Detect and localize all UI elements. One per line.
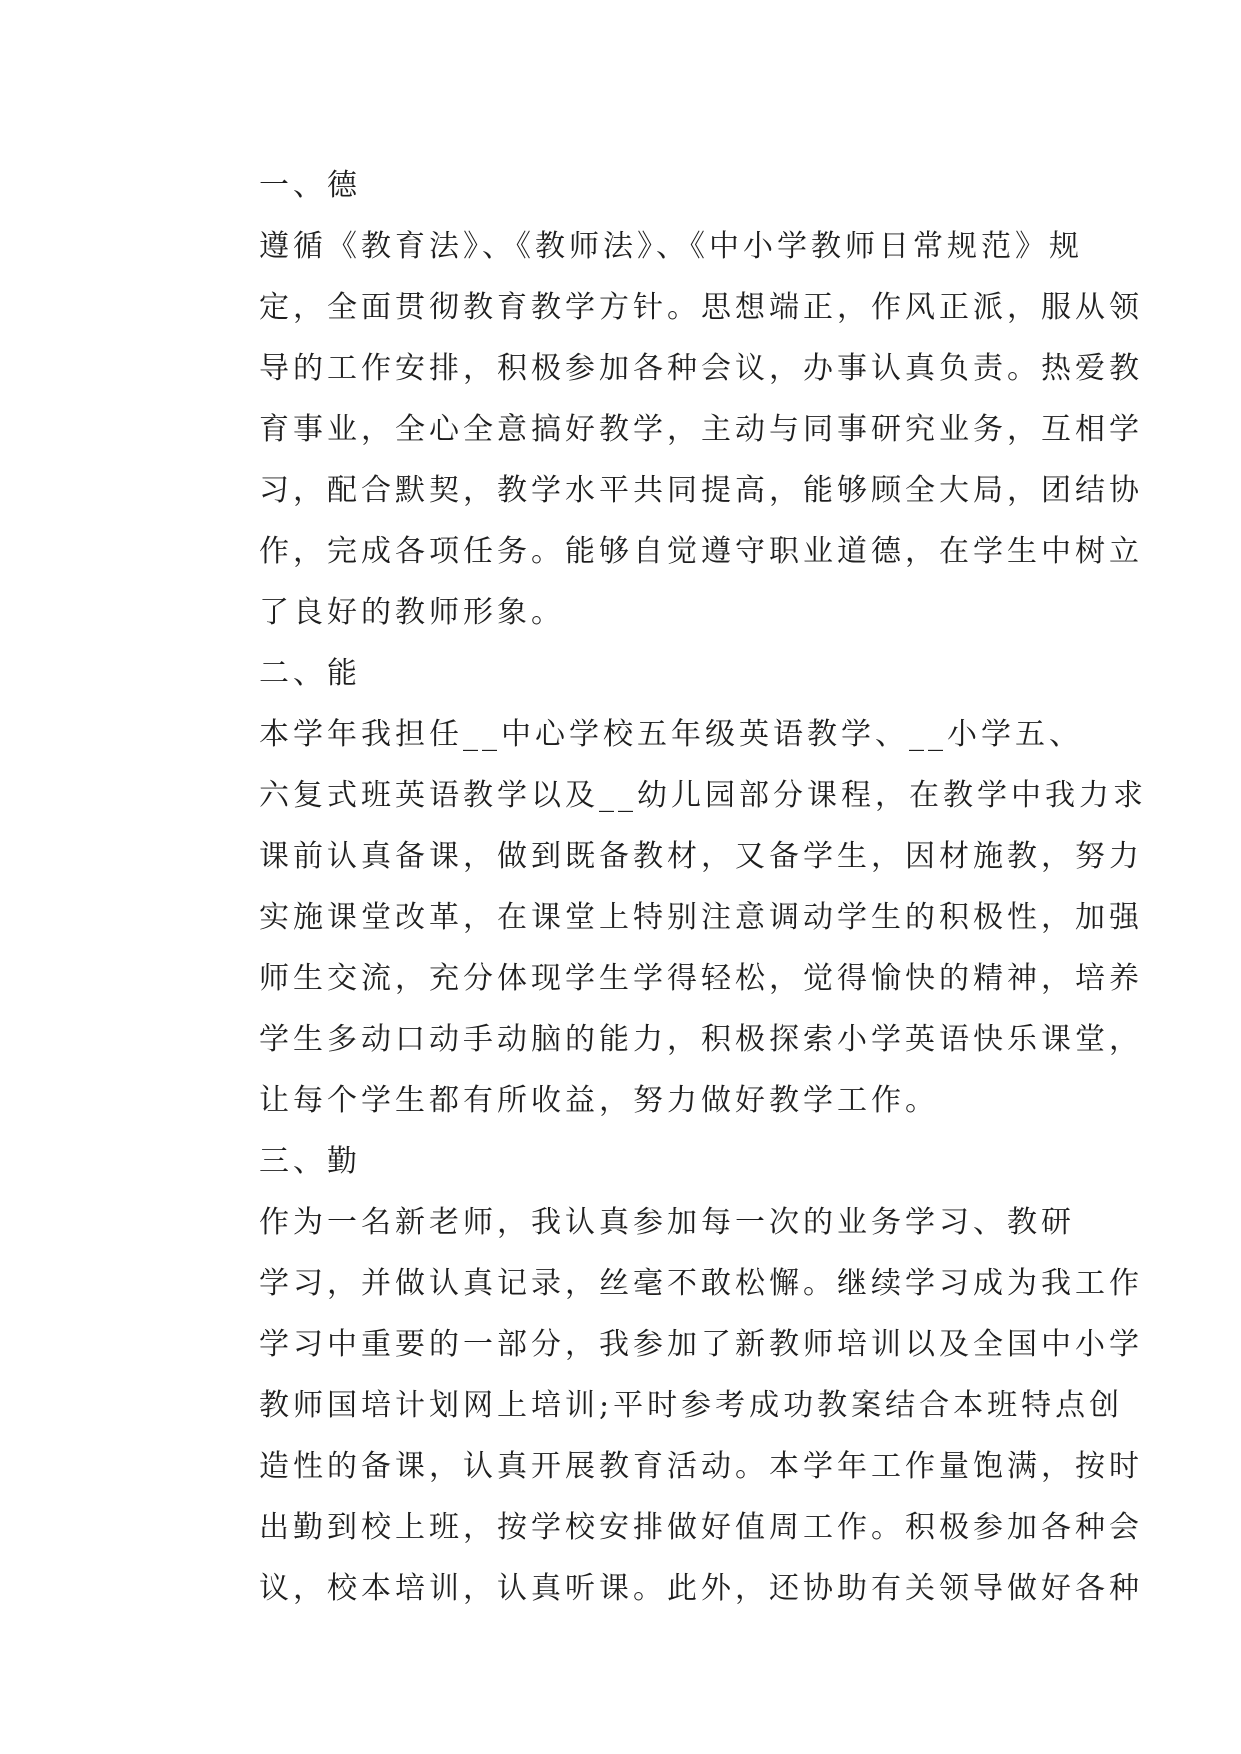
text-line: 课前认真备课，做到既备教材，又备学生，因材施教，努力 bbox=[259, 839, 1143, 874]
section-heading: 二、能 bbox=[259, 656, 361, 691]
text-line: 定，全面贯彻教育教学方针。思想端正，作风正派，服从领 bbox=[259, 290, 1143, 325]
section-de bbox=[191, 155, 1143, 643]
text-line: 让每个学生都有所收益，努力做好教学工作。 bbox=[259, 1083, 939, 1118]
text-line: 造性的备课，认真开展教育活动。本学年工作量饱满，按时 bbox=[259, 1449, 1143, 1484]
text-line: 育事业，全心全意搞好教学，主动与同事研究业务，互相学 bbox=[259, 412, 1143, 447]
text-line: 议，校本培训，认真听课。此外，还协助有关领导做好各种 bbox=[259, 1571, 1143, 1606]
text-line: 作为一名新老师，我认真参加每一次的业务学习、教研 bbox=[259, 1205, 1075, 1240]
text-line: 学习，并做认真记录，丝毫不敢松懈。继续学习成为我工作 bbox=[259, 1266, 1143, 1301]
document-body bbox=[191, 155, 1147, 1619]
text-line: 遵循《教育法》、《教师法》、《中小学教师日常规范》规 bbox=[259, 229, 1083, 264]
text-line: 本学年我担任__中心学校五年级英语教学、__小学五、 bbox=[259, 717, 1083, 752]
text-line: 了良好的教师形象。 bbox=[259, 595, 565, 630]
text-line: 习，配合默契，教学水平共同提高，能够顾全大局，团结协 bbox=[259, 473, 1143, 508]
section-heading: 三、勤 bbox=[259, 1144, 361, 1179]
section-paragraph bbox=[191, 216, 1143, 643]
text-line: 作，完成各项任务。能够自觉遵守职业道德，在学生中树立 bbox=[259, 534, 1143, 569]
section-heading: 一、德 bbox=[259, 168, 361, 203]
text-line: 教师国培计划网上培训;平时参考成功教案结合本班特点创 bbox=[259, 1388, 1124, 1423]
text-line: 实施课堂改革，在课堂上特别注意调动学生的积极性，加强 bbox=[259, 900, 1143, 935]
text-line: 导的工作安排，积极参加各种会议，办事认真负责。热爱教 bbox=[259, 351, 1143, 386]
section-qin bbox=[191, 1131, 1143, 1619]
section-paragraph bbox=[191, 1192, 1143, 1619]
text-line: 师生交流，充分体现学生学得轻松，觉得愉快的精神，培养 bbox=[259, 961, 1143, 996]
section-neng bbox=[191, 643, 1147, 1131]
text-line: 学生多动口动手动脑的能力，积极探索小学英语快乐课堂， bbox=[259, 1022, 1143, 1057]
section-paragraph bbox=[191, 704, 1147, 1131]
text-line: 学习中重要的一部分，我参加了新教师培训以及全国中小学 bbox=[259, 1327, 1143, 1362]
text-line: 六复式班英语教学以及__幼儿园部分课程，在教学中我力求 bbox=[259, 778, 1147, 813]
text-line: 出勤到校上班，按学校安排做好值周工作。积极参加各种会 bbox=[259, 1510, 1143, 1545]
